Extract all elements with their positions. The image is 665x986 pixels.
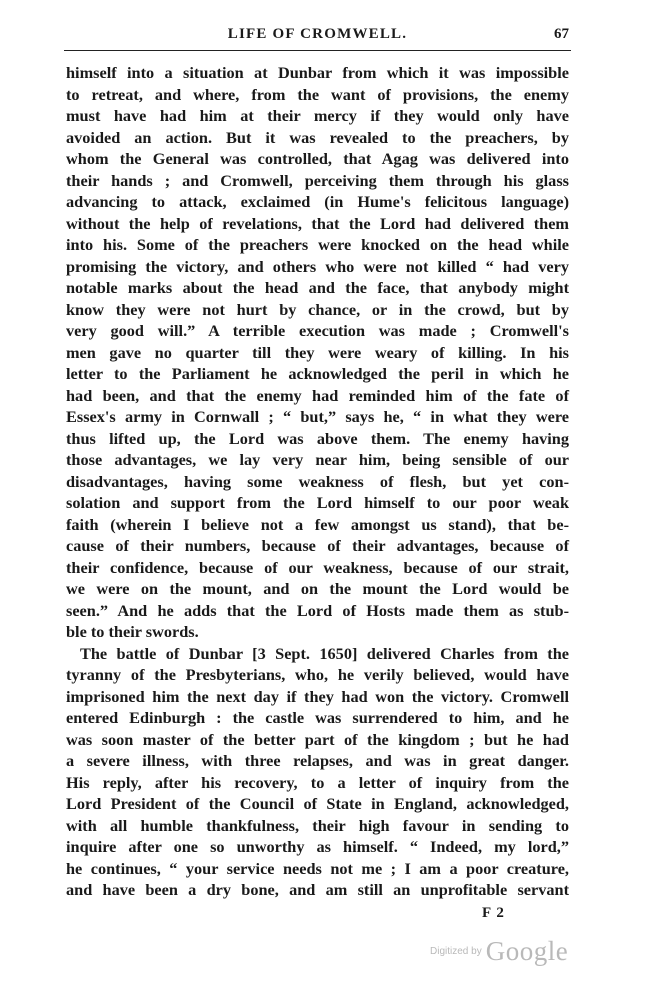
header-rule <box>64 50 571 51</box>
text-line: His reply, after his recovery, to a letter of inquiry from the <box>66 772 569 792</box>
text-line: advancing to attack, exclaimed (in Hume's felicitous language) <box>66 192 569 211</box>
text-line: their confidence, because of our weakness, because of our strait, <box>66 557 569 577</box>
digitized-watermark <box>430 936 568 976</box>
text-line: whom the General was controlled, that Agag was delivered into <box>66 149 569 168</box>
text-line: letter to the Parliament he acknowledged the peril in which he <box>66 364 569 383</box>
text-line: with all humble thankfulness, their high favour in sending to <box>66 815 569 835</box>
text-line: must have had him at their mercy if they would only have <box>66 106 569 125</box>
running-head <box>66 24 569 48</box>
text-line: avoided an action. But it was revealed to the preachers, by <box>66 127 569 147</box>
google-logo: Google <box>485 936 569 966</box>
body-text <box>66 62 569 901</box>
running-title: LIFE OF CROMWELL. <box>227 26 408 42</box>
text-line: a severe illness, with three relapses, and was in great danger. <box>66 751 569 770</box>
text-line: faith (wherein I believe not a few amongst us stand), that be- <box>66 514 569 534</box>
text-line: men gave no quarter till they were weary of killing. In his <box>66 342 569 362</box>
text-line: solation and support from the Lord himself to our poor weak <box>66 493 569 512</box>
paragraph-start-line: The battle of Dunbar [3 Sept. 1650] delivered Charles from the <box>80 643 569 663</box>
text-line: into his. Some of the preachers were knocked on the head while <box>66 235 569 254</box>
text-line: notable marks about the head and the face, that anybody might <box>66 278 569 297</box>
text-line: cause of their numbers, because of their advantages, because of <box>66 536 569 555</box>
text-line: without the help of revelations, that the Lord had delivered them <box>66 213 569 233</box>
text-line: know they were not hurt by chance, or in the crowd, but by <box>66 299 569 319</box>
text-line: he continues, “ your service needs not me ; I am a poor creature, <box>66 858 569 878</box>
text-line: very good will.” A terrible execution was made ; Cromwell's <box>66 321 569 340</box>
text-line: entered Edinburgh : the castle was surrendered to him, and he <box>66 708 569 727</box>
text-line: tyranny of the Presbyterians, who, he verily believed, would have <box>66 665 569 684</box>
text-line: imprisoned him the next day if they had won the victory. Cromwell <box>66 686 569 706</box>
text-line: had been, and that the enemy had reminded him of the fate of <box>66 385 569 405</box>
watermark-prefix: Digitized by <box>430 946 482 957</box>
text-line: Essex's army in Cornwall ; “ but,” says he, “ in what they were <box>66 407 569 426</box>
text-line: those advantages, we lay very near him, being sensible of our <box>66 450 569 469</box>
text-line: to retreat, and where, from the want of provisions, the enemy <box>66 84 569 104</box>
signature-mark: F 2 <box>482 905 505 921</box>
text-line: their hands ; and Cromwell, perceiving them through his glass <box>66 170 569 190</box>
text-line: we were on the mount, and on the mount the Lord would be <box>66 579 569 598</box>
text-line: promising the victory, and others who were not killed “ had very <box>66 256 569 276</box>
text-line: thus lifted up, the Lord was above them. The enemy having <box>66 428 569 448</box>
text-line: and have been a dry bone, and am still an unprofitable servant <box>66 880 569 899</box>
text-line: was soon master of the better part of the kingdom ; but he had <box>66 729 569 749</box>
text-line: himself into a situation at Dunbar from which it was impossible <box>66 63 569 82</box>
text-line: Lord President of the Council of State in England, acknowledged, <box>66 794 569 813</box>
text-line: disadvantages, having some weakness of flesh, but yet con- <box>66 471 569 491</box>
text-line: inquire after one so unworthy as himself. “ Indeed, my lord,” <box>66 837 569 856</box>
page-number: 67 <box>554 26 569 42</box>
text-line: seen.” And he adds that the Lord of Hosts made them as stub- <box>66 600 569 620</box>
paragraph-end-line: ble to their swords. <box>66 622 199 641</box>
